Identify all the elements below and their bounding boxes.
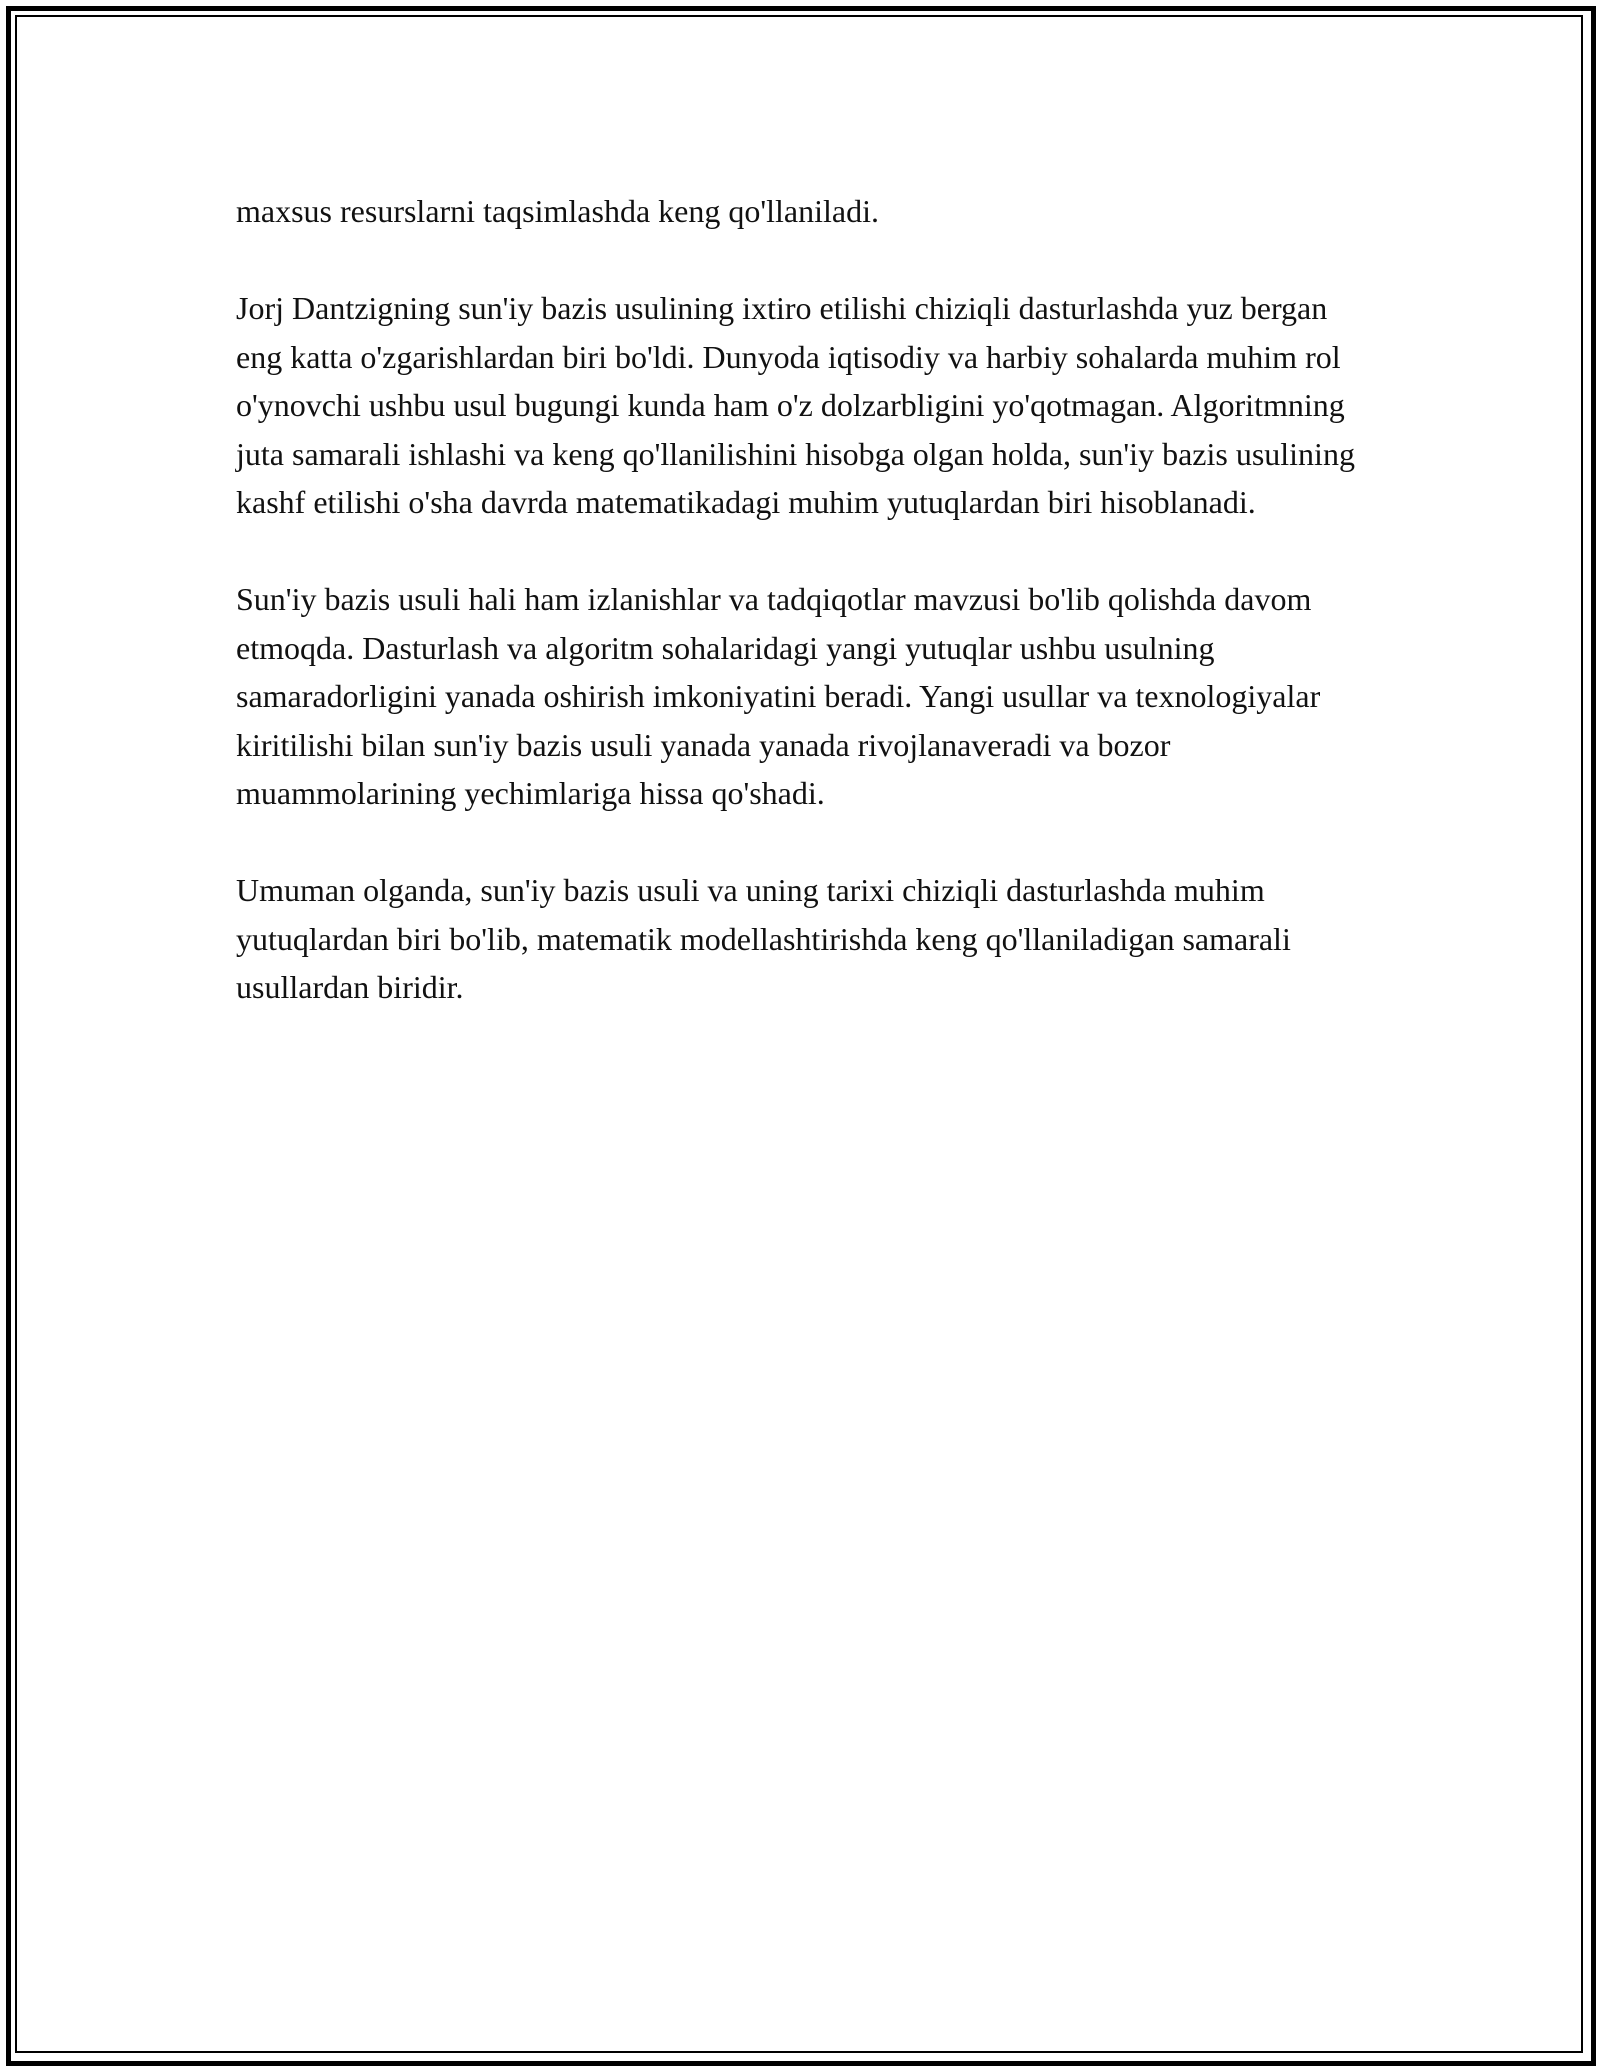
paragraph-4: Umuman olganda, sun'iy bazis usuli va uning tarixi chiziqli dasturlashda muhim yutuqlardan biri bo'lib, matematik modellashtirishda keng qo'llaniladigan samarali usullardan biridir. (236, 872, 1291, 1005)
paragraph-1: maxsus resurslarni taqsimlashda keng qo'llaniladi. (236, 193, 879, 229)
document-body (236, 187, 1371, 1060)
paragraph-2: Jorj Dantzigning sun'iy bazis usulining ixtiro etilishi chiziqli dasturlashda yuz bergan eng katta o'zgarishlardan biri bo'ldi. Dunyoda iqtisodiy va harbiy sohalarda muhim rol o'ynovchi ushbu usul bugungi kunda ham o'z dolzarbligini yo'qotmagan. Algoritmning juta samarali ishlashi va keng qo'llanilishini hisobga olgan holda, sun'iy bazis usulining kashf etilishi o'sha davrda matematikadagi muhim yutuqlardan biri hisoblanadi. (236, 290, 1355, 520)
paragraph-3: Sun'iy bazis usuli hali ham izlanishlar va tadqiqotlar mavzusi bo'lib qolishda davom etmoqda. Dasturlash va algoritm sohalaridagi yangi yutuqlar ushbu usulning samaradorligini yanada oshirish imkoniyatini beradi. Yangi usullar va texnologiyalar kiritilishi bilan sun'iy bazis usuli yanada yanada rivojlanaveradi va bozor muammolarining yechimlariga hissa qo'shadi. (236, 581, 1321, 811)
